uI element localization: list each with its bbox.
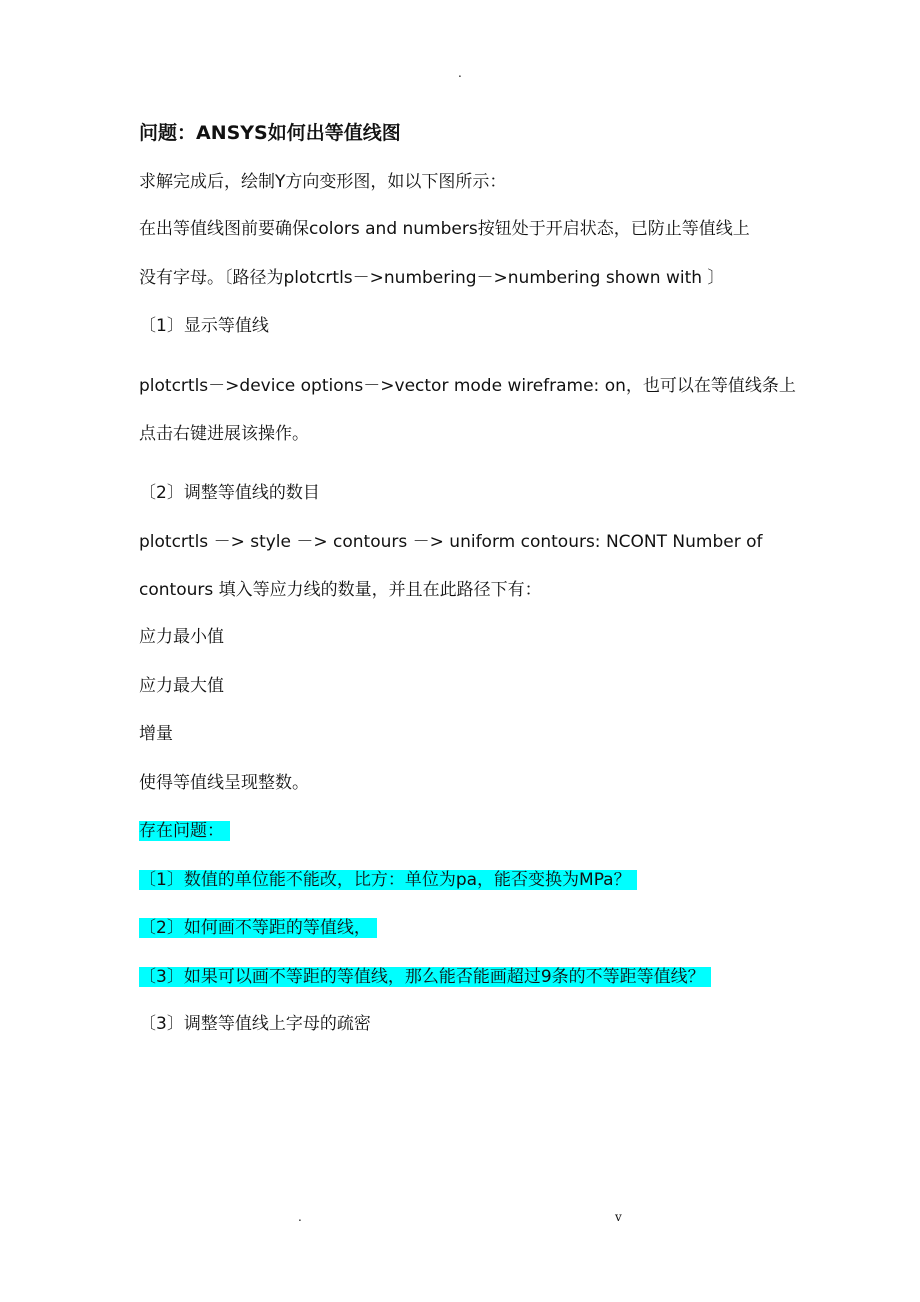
paragraph: 在出等值线图前要确保colors and numbers按钮处于开启状态，已防止等值线上 (139, 219, 750, 239)
paragraph: 应力最小值 (139, 627, 224, 647)
highlighted-text: 〔3〕如果可以画不等距的等值线，那么能否能画超过9条的不等距等值线？ (139, 967, 711, 987)
section-heading: 〔2〕调整等值线的数目 (139, 483, 320, 503)
footer-right-mark: v (615, 1210, 622, 1224)
footer-left-mark: . (298, 1210, 302, 1224)
highlighted-text: 存在问题： (139, 821, 230, 841)
paragraph: 求解完成后，绘制Y方向变形图，如以下图所示： (139, 172, 507, 192)
paragraph: contours 填入等应力线的数量，并且在此路径下有： (139, 580, 542, 600)
paragraph: 没有字母。〔路径为plotcrtls－>numbering－>numbering shown with 〕 (139, 268, 725, 288)
paragraph: 增量 (139, 724, 173, 744)
paragraph: plotcrtls －> style －> contours －> uniform contours: NCONT Number of (139, 532, 763, 552)
paragraph: plotcrtls－>device options－>vector mode wireframe: on，也可以在等值线条上 (139, 376, 796, 396)
document-title: 问题：ANSYS如何出等值线图 (139, 122, 401, 144)
section-heading: 〔1〕显示等值线 (139, 316, 269, 336)
paragraph: 点击右键进展该操作。 (139, 424, 309, 444)
header-mark: . (458, 66, 462, 80)
paragraph: 使得等值线呈现整数。 (139, 773, 309, 793)
highlighted-text: 〔2〕如何画不等距的等值线， (139, 918, 377, 938)
highlighted-text: 〔1〕数值的单位能不能改，比方：单位为pa，能否变换为MPa？ (139, 870, 637, 890)
paragraph: 应力最大值 (139, 676, 224, 696)
section-heading: 〔3〕调整等值线上字母的疏密 (139, 1014, 371, 1034)
